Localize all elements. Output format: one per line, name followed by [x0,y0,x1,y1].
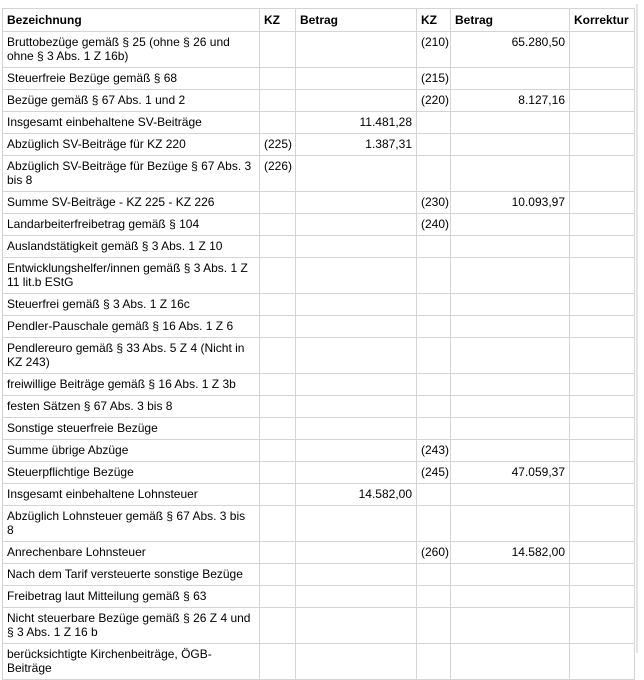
cell-betrag-1 [296,32,417,68]
cell-betrag-1 [296,156,417,192]
cell-bezeichnung: Landarbeiterfreibetrag gemäß § 104 [3,214,260,236]
cell-betrag-1 [296,608,417,644]
cell-betrag-2 [451,374,570,396]
cell-betrag-1: 11.481,28 [296,112,417,134]
table-row [3,192,635,214]
cell-bezeichnung: berücksichtigte Kirchenbeiträge, ÖGB-Beiträge [3,644,260,680]
table-row [3,68,635,90]
cell-kz-2 [417,418,451,440]
cell-kz-2 [417,338,451,374]
table-row [3,32,635,68]
cell-kz-2 [417,396,451,418]
table-row [3,396,635,418]
cell-bezeichnung: Abzüglich Lohnsteuer gemäß § 67 Abs. 3 bis 8 [3,506,260,542]
table-row [3,316,635,338]
cell-bezeichnung: Entwicklungshelfer/innen gemäß § 3 Abs. 1 Z 11 lit.b EStG [3,258,260,294]
table-row [3,258,635,294]
cell-kz-2 [417,586,451,608]
cell-kz-2: (245) [417,462,451,484]
cell-kz-2 [417,644,451,680]
header-bezeichnung: Bezeichnung [3,9,260,32]
table-row [3,484,635,506]
cell-kz-2: (215) [417,68,451,90]
cell-bezeichnung: Bruttobezüge gemäß § 25 (ohne § 26 und ohne § 3 Abs. 1 Z 16b) [3,32,260,68]
cell-korrektur [570,294,635,316]
cell-betrag-1 [296,192,417,214]
cell-kz-2 [417,112,451,134]
cell-betrag-2 [451,68,570,90]
cell-bezeichnung: Insgesamt einbehaltene Lohnsteuer [3,484,260,506]
cell-bezeichnung: Auslandstätigkeit gemäß § 3 Abs. 1 Z 10 [3,236,260,258]
cell-bezeichnung: Nach dem Tarif versteuerte sonstige Bezüge [3,564,260,586]
cell-betrag-2 [451,586,570,608]
cell-betrag-2 [451,236,570,258]
cell-betrag-2: 65.280,50 [451,32,570,68]
cell-korrektur [570,156,635,192]
tax-table-container [2,8,635,680]
cell-kz-2 [417,134,451,156]
cell-korrektur [570,484,635,506]
cell-korrektur [570,134,635,156]
cell-betrag-2 [451,258,570,294]
cell-korrektur [570,608,635,644]
cell-kz-2 [417,506,451,542]
cell-korrektur [570,112,635,134]
cell-betrag-1 [296,586,417,608]
table-row [3,338,635,374]
cell-betrag-1 [296,316,417,338]
cell-betrag-1 [296,258,417,294]
cell-bezeichnung: Summe übrige Abzüge [3,440,260,462]
cell-kz-2: (230) [417,192,451,214]
cell-kz-1 [260,374,296,396]
header-korrektur: Korrektur [570,9,635,32]
cell-kz-2: (210) [417,32,451,68]
scrollbar-track[interactable] [636,4,638,653]
cell-betrag-2 [451,418,570,440]
cell-korrektur [570,396,635,418]
cell-betrag-2 [451,440,570,462]
cell-kz-2 [417,374,451,396]
cell-betrag-1: 1.387,31 [296,134,417,156]
cell-kz-2: (220) [417,90,451,112]
cell-bezeichnung: Anrechenbare Lohnsteuer [3,542,260,564]
cell-korrektur [570,192,635,214]
cell-betrag-2 [451,316,570,338]
cell-betrag-1: 14.582,00 [296,484,417,506]
cell-kz-2 [417,236,451,258]
cell-korrektur [570,68,635,90]
table-row [3,462,635,484]
cell-korrektur [570,90,635,112]
cell-bezeichnung: Insgesamt einbehaltene SV-Beiträge [3,112,260,134]
header-kz-1: KZ [260,9,296,32]
cell-betrag-2 [451,396,570,418]
cell-kz-2 [417,294,451,316]
cell-betrag-2 [451,644,570,680]
lohnzettel-table [2,8,635,680]
cell-korrektur [570,236,635,258]
cell-betrag-1 [296,236,417,258]
cell-betrag-1 [296,418,417,440]
cell-betrag-1 [296,374,417,396]
cell-betrag-2: 47.059,37 [451,462,570,484]
table-row [3,134,635,156]
table-row [3,418,635,440]
table-row [3,374,635,396]
cell-kz-2 [417,564,451,586]
cell-betrag-2 [451,214,570,236]
cell-kz-1 [260,214,296,236]
table-row [3,608,635,644]
cell-bezeichnung: Pendlereuro gemäß § 33 Abs. 5 Z 4 (Nicht in KZ 243) [3,338,260,374]
cell-bezeichnung: Steuerfrei gemäß § 3 Abs. 1 Z 16c [3,294,260,316]
cell-kz-1 [260,316,296,338]
cell-kz-1 [260,68,296,90]
cell-kz-1 [260,258,296,294]
cell-betrag-1 [296,462,417,484]
cell-kz-1 [260,484,296,506]
cell-korrektur [570,338,635,374]
header-kz-2: KZ [417,9,451,32]
cell-korrektur [570,214,635,236]
cell-betrag-1 [296,564,417,586]
cell-kz-1 [260,396,296,418]
cell-kz-2: (243) [417,440,451,462]
header-betrag-1: Betrag [296,9,417,32]
cell-korrektur [570,564,635,586]
cell-kz-1 [260,542,296,564]
cell-korrektur [570,32,635,68]
cell-bezeichnung: Bezüge gemäß § 67 Abs. 1 und 2 [3,90,260,112]
cell-kz-1: (226) [260,156,296,192]
cell-kz-2 [417,258,451,294]
table-row [3,506,635,542]
cell-betrag-1 [296,440,417,462]
cell-korrektur [570,462,635,484]
cell-betrag-2 [451,506,570,542]
cell-betrag-2 [451,112,570,134]
table-row [3,542,635,564]
cell-korrektur [570,506,635,542]
table-row [3,586,635,608]
cell-betrag-2 [451,156,570,192]
table-row [3,236,635,258]
cell-kz-1 [260,294,296,316]
cell-bezeichnung: Nicht steuerbare Bezüge gemäß § 26 Z 4 und § 3 Abs. 1 Z 16 b [3,608,260,644]
table-header-row [3,9,635,32]
cell-korrektur [570,374,635,396]
cell-bezeichnung: Abzüglich SV-Beiträge für KZ 220 [3,134,260,156]
cell-bezeichnung: Freibetrag laut Mitteilung gemäß § 63 [3,586,260,608]
cell-kz-1 [260,236,296,258]
cell-korrektur [570,542,635,564]
table-row [3,644,635,680]
cell-betrag-2: 8.127,16 [451,90,570,112]
cell-betrag-2 [451,338,570,374]
cell-kz-1 [260,32,296,68]
cell-kz-2: (240) [417,214,451,236]
cell-kz-2 [417,608,451,644]
cell-betrag-2 [451,294,570,316]
cell-kz-1 [260,506,296,542]
cell-betrag-2: 10.093,97 [451,192,570,214]
cell-betrag-1 [296,506,417,542]
table-row [3,112,635,134]
cell-kz-1 [260,418,296,440]
table-row [3,294,635,316]
cell-bezeichnung: Steuerpflichtige Bezüge [3,462,260,484]
table-row [3,90,635,112]
cell-betrag-2 [451,608,570,644]
cell-bezeichnung: festen Sätzen § 67 Abs. 3 bis 8 [3,396,260,418]
cell-kz-1 [260,462,296,484]
cell-bezeichnung: freiwillige Beiträge gemäß § 16 Abs. 1 Z 3b [3,374,260,396]
cell-betrag-1 [296,90,417,112]
cell-betrag-1 [296,644,417,680]
cell-betrag-1 [296,542,417,564]
cell-betrag-2 [451,134,570,156]
cell-kz-1 [260,112,296,134]
cell-bezeichnung: Steuerfreie Bezüge gemäß § 68 [3,68,260,90]
cell-korrektur [570,316,635,338]
cell-korrektur [570,586,635,608]
cell-korrektur [570,258,635,294]
table-body [3,32,635,680]
cell-kz-2 [417,316,451,338]
cell-betrag-1 [296,294,417,316]
cell-kz-1 [260,564,296,586]
cell-kz-2: (260) [417,542,451,564]
cell-betrag-1 [296,338,417,374]
cell-kz-1 [260,586,296,608]
cell-korrektur [570,418,635,440]
cell-kz-1 [260,440,296,462]
cell-kz-2 [417,156,451,192]
table-row [3,564,635,586]
cell-betrag-1 [296,68,417,90]
cell-bezeichnung: Summe SV-Beiträge - KZ 225 - KZ 226 [3,192,260,214]
cell-betrag-2 [451,564,570,586]
table-row [3,440,635,462]
cell-korrektur [570,644,635,680]
cell-korrektur [570,440,635,462]
cell-kz-1 [260,192,296,214]
cell-kz-1 [260,644,296,680]
cell-betrag-2 [451,484,570,506]
cell-betrag-1 [296,214,417,236]
cell-kz-2 [417,484,451,506]
cell-kz-1: (225) [260,134,296,156]
cell-kz-1 [260,90,296,112]
cell-kz-1 [260,608,296,644]
table-row [3,214,635,236]
cell-bezeichnung: Sonstige steuerfreie Bezüge [3,418,260,440]
header-betrag-2: Betrag [451,9,570,32]
cell-kz-1 [260,338,296,374]
cell-betrag-2: 14.582,00 [451,542,570,564]
cell-bezeichnung: Abzüglich SV-Beiträge für Bezüge § 67 Abs. 3 bis 8 [3,156,260,192]
cell-betrag-1 [296,396,417,418]
cell-bezeichnung: Pendler-Pauschale gemäß § 16 Abs. 1 Z 6 [3,316,260,338]
table-row [3,156,635,192]
